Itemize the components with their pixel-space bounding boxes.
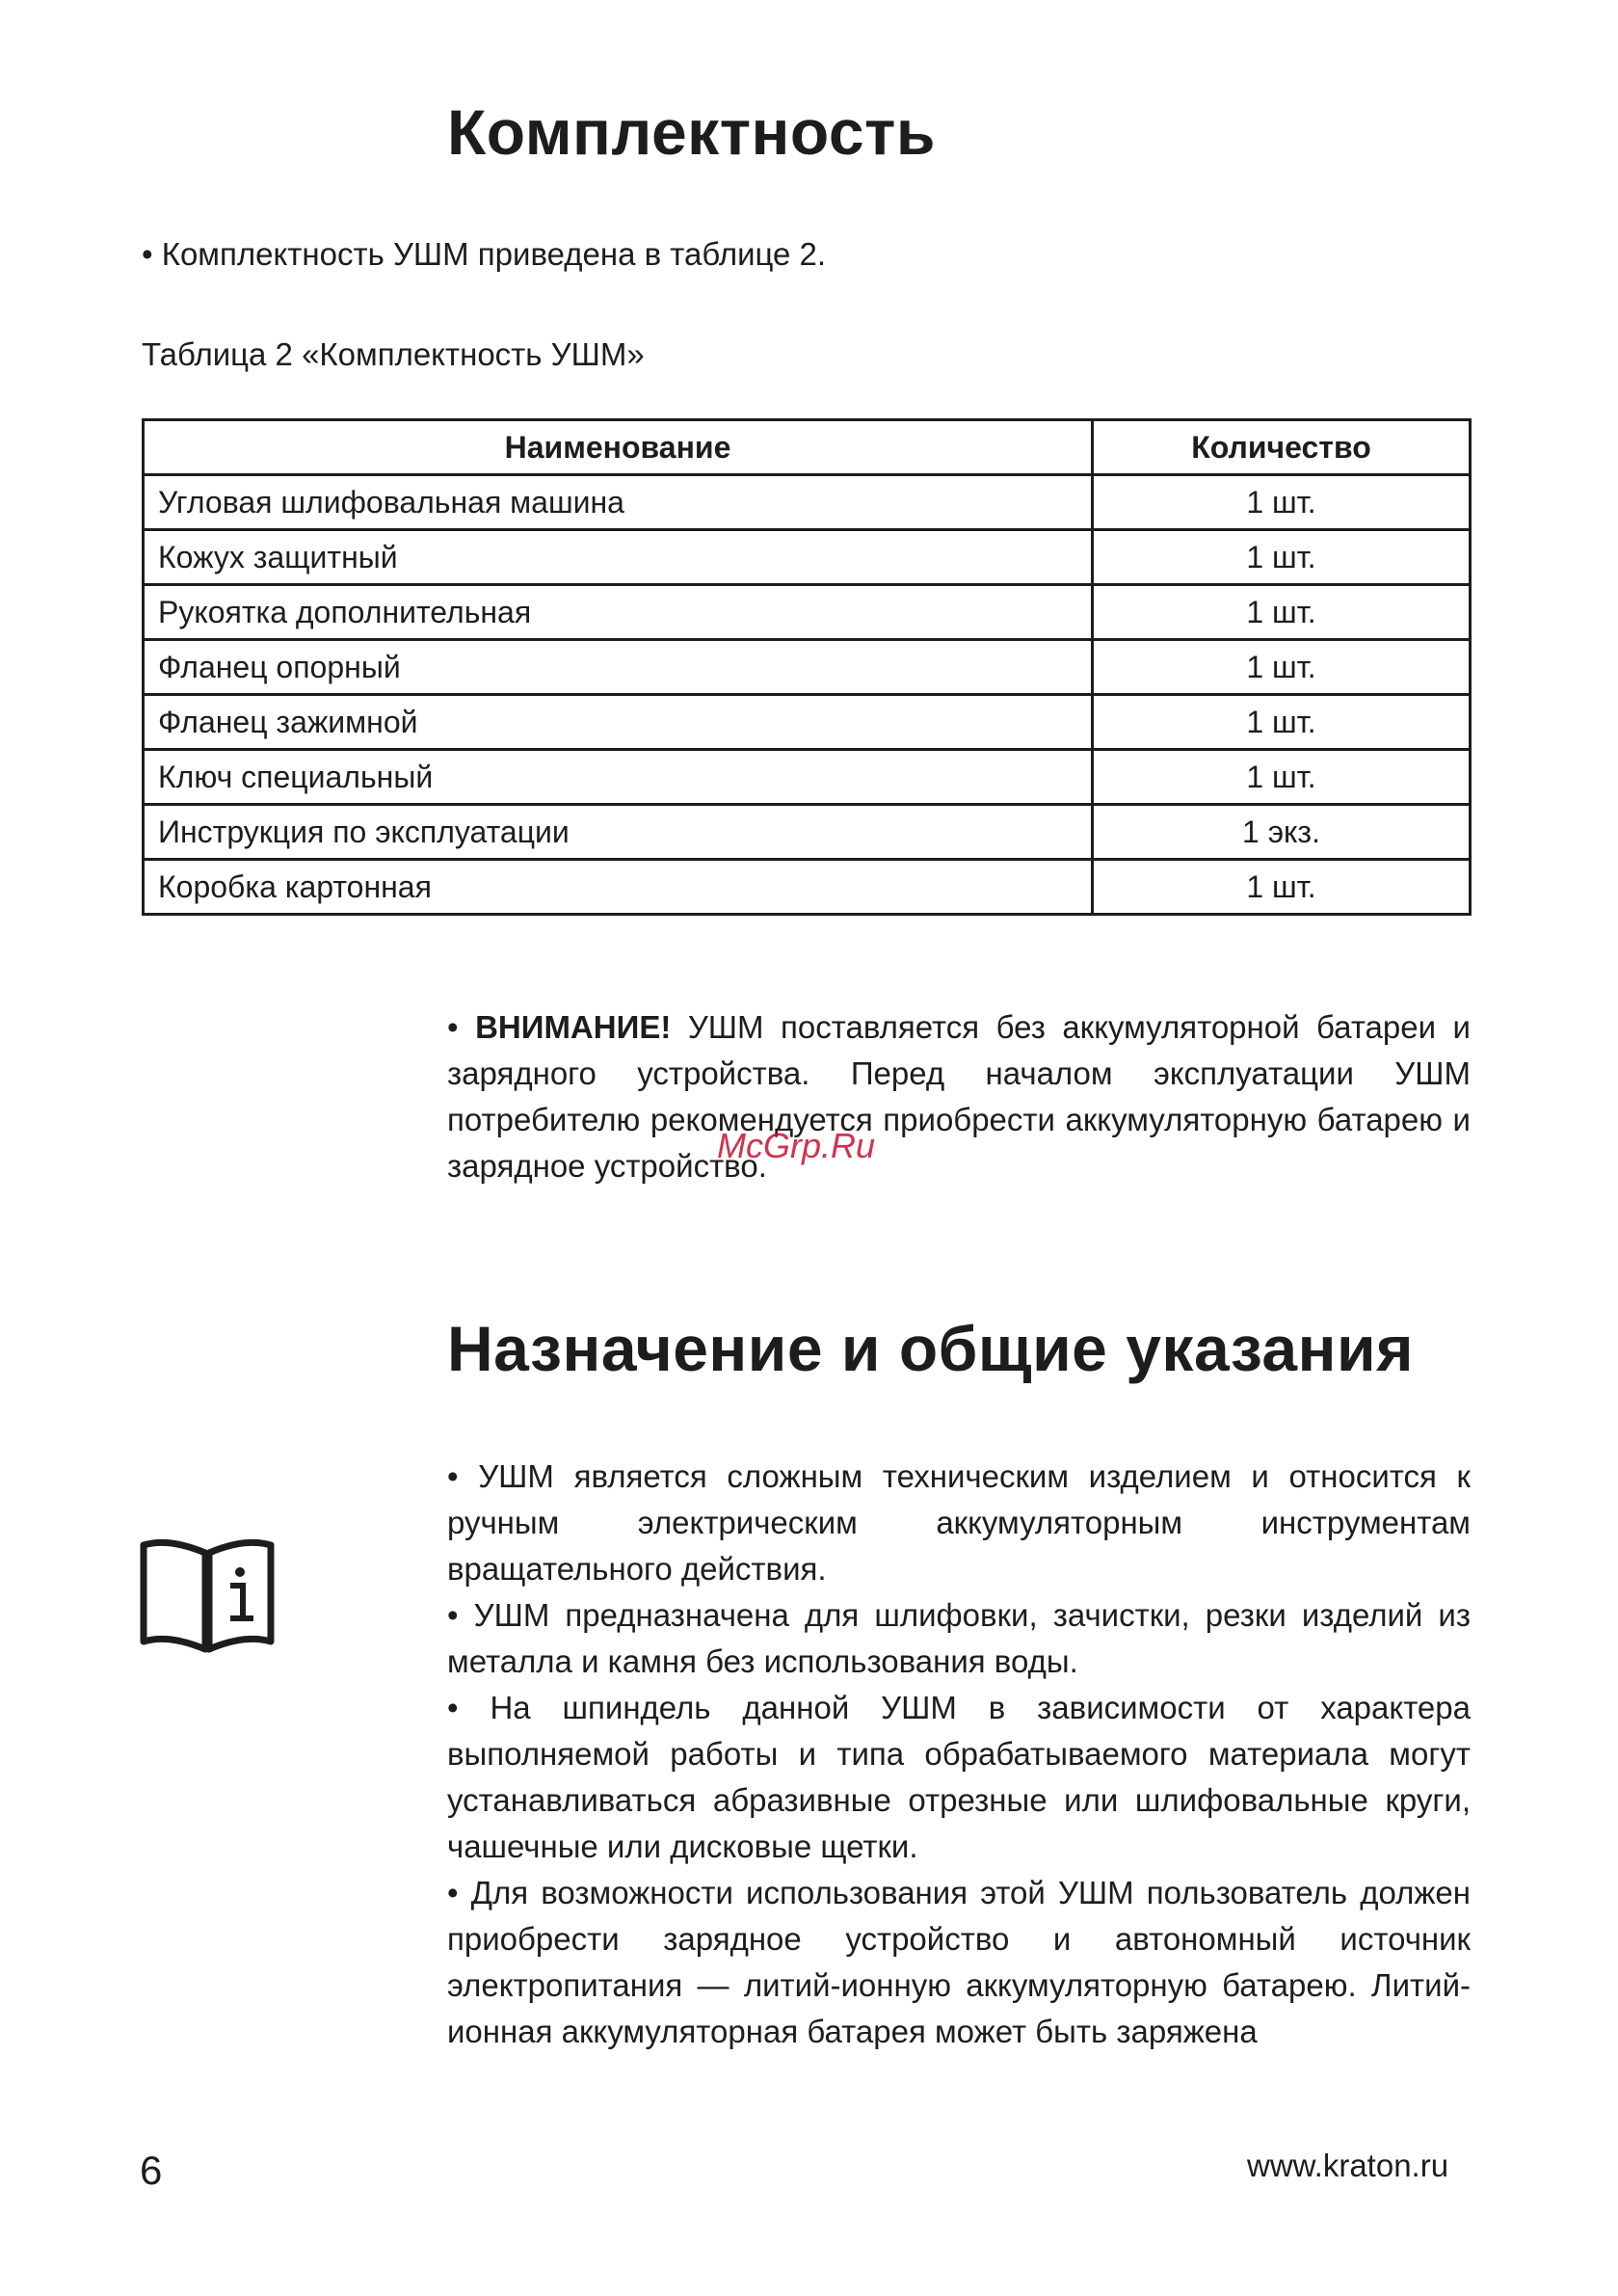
table-row [144,475,1471,530]
table-header-name: Наименование [144,420,1093,475]
cell-qty: 1 шт. [1093,750,1471,805]
cell-name: Коробка картонная [144,860,1093,915]
warning-paragraph [447,1004,1471,1189]
page-number: 6 [140,2148,163,2193]
warning-bullet: • [447,1009,476,1045]
cell-qty: 1 экз. [1093,805,1471,860]
cell-name: Фланец зажимной [144,695,1093,750]
cell-name: Инструкция по эксплуатации [144,805,1093,860]
cell-qty: 1 шт. [1093,860,1471,915]
table-row [144,640,1471,695]
cell-qty: 1 шт. [1093,695,1471,750]
cell-qty: 1 шт. [1093,530,1471,585]
table-row [144,805,1471,860]
warning-label: ВНИМАНИЕ! [475,1009,672,1045]
section-title-purpose: Назначение и общие указания [447,1313,1415,1384]
table-caption: Таблица 2 «Комплектность УШМ» [142,336,645,372]
table-header-qty: Количество [1093,420,1471,475]
paragraph: • Для возможности использования этой УШМ пользователь должен приобрести зарядное устройство и автономный источник электропитания — литий-ионную аккумуляторную батарею. Литий-ионная аккумуляторная батарея может быть заряжена [447,1875,1471,2049]
table-row [144,750,1471,805]
purpose-body [447,1454,1471,2055]
cell-name: Ключ специальный [144,750,1093,805]
paragraph: • На шпиндель данной УШМ в зависимости от характера выполняемой работы и типа обрабатываемого материала могут устанавливаться абразивные отрезные или шлифовальные круги, чашечные или дисковые щетки. [447,1690,1471,1864]
watermark: McGrp.Ru [717,1126,876,1165]
table-header-row [144,420,1471,475]
cell-qty: 1 шт. [1093,475,1471,530]
cell-qty: 1 шт. [1093,640,1471,695]
book-info-icon [140,1537,275,1653]
cell-name: Угловая шлифовальная машина [144,475,1093,530]
table-row [144,530,1471,585]
table-row [144,585,1471,640]
section-title-completeness: Комплектность [447,96,936,168]
table-row [144,695,1471,750]
intro-text: • Комплектность УШМ приведена в таблице 2. [142,236,827,272]
completeness-table [142,418,1472,916]
table-row [144,860,1471,915]
cell-qty: 1 шт. [1093,585,1471,640]
website-link[interactable]: www.kraton.ru [1247,2148,1449,2183]
cell-name: Рукоятка дополнительная [144,585,1093,640]
paragraph: • УШМ является сложным техническим изделием и относится к ручным электрическим аккумуляторным инструментам вращательного действия. [447,1458,1471,1587]
cell-name: Кожух защитный [144,530,1093,585]
paragraph: • УШМ предназначена для шлифовки, зачистки, резки изделий из металла и камня без использования воды. [447,1597,1471,1679]
warning-text: УШМ поставляется без аккумуляторной батареи и зарядного устройства. Перед началом эксплуатации УШМ потребителю рекомендуется приобрести аккумуляторную батарею и зарядное устройство. [447,1009,1471,1184]
cell-name: Фланец опорный [144,640,1093,695]
